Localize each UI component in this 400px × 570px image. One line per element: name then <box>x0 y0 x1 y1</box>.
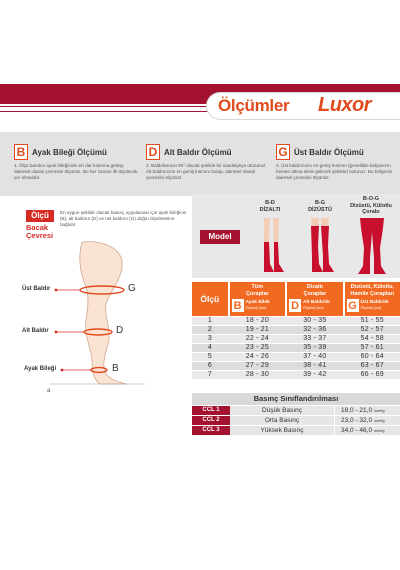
stocking <box>358 218 386 274</box>
col-letter: D <box>289 299 301 312</box>
leg-shape <box>80 242 126 384</box>
diagram-subtitle-line: Bacak <box>26 223 49 232</box>
block-letter: B <box>14 144 28 160</box>
table-row <box>192 352 400 361</box>
cell-ankle: 23 - 25 <box>245 344 269 351</box>
table-row <box>192 334 400 343</box>
model-name-line: B-G <box>314 200 326 206</box>
header-olcu: Ölçü <box>192 282 228 316</box>
block-upper-thigh <box>276 144 400 181</box>
cell-thigh: 54 - 58 <box>360 335 384 342</box>
cell-size: 5 <box>207 353 212 360</box>
pressure-unit: mmHg <box>373 429 385 433</box>
cell-thigh: 51 - 55 <box>360 317 384 324</box>
col-label: Alt Baldırlık <box>303 300 330 305</box>
pressure-row <box>192 416 400 425</box>
ccl-badge: CCL 1 <box>192 406 230 415</box>
diagram-subtitle-line: Çevresi <box>26 231 54 240</box>
col-label: Ayak Bilek <box>245 300 270 305</box>
corner-mark: a <box>47 388 51 394</box>
col-label: Üst Baldırlık <box>360 300 389 305</box>
table-row <box>192 370 400 379</box>
pressure-row <box>192 426 400 435</box>
cell-ankle: 28 - 30 <box>245 371 269 378</box>
col-caption: Tüm <box>251 284 264 290</box>
header-col-calf <box>287 282 342 316</box>
pressure-value: 34,0 - 46,0 <box>341 427 373 434</box>
header-col-thigh <box>345 282 400 316</box>
pressure-name: Düşük Basınç <box>230 406 334 415</box>
block-desc: 1. Ölçü bandını ayak bileğinizin en dar kısmına getirip, dairesel olarak çevresini ölçünüz. Bu her zaman ilk ölçülecek yer olmalıdır. <box>14 163 138 180</box>
cell-size: 1 <box>207 317 212 324</box>
cell-calf: 39 - 42 <box>303 371 327 378</box>
col-unit: Ölçümü (cm) <box>360 305 382 310</box>
pressure-table <box>192 393 400 435</box>
pressure-value-cell <box>334 406 400 415</box>
model-pantyhose-icon <box>354 218 390 278</box>
model-name-line: DİZALTI <box>259 206 281 213</box>
block-desc: 2. Baldırlarınızı 90° olacak şekilde bir sandalyeye oturunuz. Alt baldırınızın en geniş kısmını bulup, dairesel olarak çevresini ölçünüz. <box>146 163 267 180</box>
col-caption: Çoraplar <box>303 290 327 297</box>
brand-logo: Luxor <box>318 94 372 116</box>
model-name-thigh-high <box>300 200 340 213</box>
pressure-unit: mmHg <box>373 409 385 413</box>
cell-calf: 30 - 35 <box>303 317 327 324</box>
olcu-badge: Ölçü <box>26 210 54 222</box>
letter-upper: G <box>128 283 136 294</box>
block-title: Üst Baldır Ölçümü <box>294 147 364 157</box>
col-unit: Ölçümü (cm) <box>245 305 267 310</box>
cell-thigh: 66 - 69 <box>360 371 384 378</box>
table-row <box>192 316 400 325</box>
col-letter: G <box>348 299 357 312</box>
pointer-dot <box>55 331 58 334</box>
cell-size: 3 <box>207 335 212 342</box>
col-caption: Dizaltı <box>306 284 323 290</box>
header-col-ankle <box>230 282 285 316</box>
cell-ankle: 27 - 29 <box>245 362 269 369</box>
cell-calf: 33 - 37 <box>303 335 327 342</box>
cell-ankle: 24 - 26 <box>245 353 269 360</box>
cell-thigh: 57 - 61 <box>360 344 384 351</box>
ccl-badge: CCL 2 <box>192 416 230 425</box>
model-name-line: Dizüstü, Külotlu <box>350 202 392 209</box>
cell-calf: 35 - 39 <box>303 344 327 351</box>
pointer-dot <box>61 369 64 372</box>
model-name-pantyhose <box>344 196 398 216</box>
model-label: Model <box>200 230 240 244</box>
label-upper-thigh: Üst Baldır <box>22 286 51 292</box>
model-name-line: DİZÜSTÜ <box>308 206 332 213</box>
block-title: Ayak Bileği Ölçümü <box>32 147 107 157</box>
pressure-value: 18,0 - 21,0 <box>341 407 373 414</box>
pressure-name: Yüksek Basınç <box>230 426 334 435</box>
col-caption: Çoraplar <box>246 290 269 297</box>
pressure-name: Orta Basınç <box>230 416 334 425</box>
stocking <box>321 226 334 272</box>
ccl-badge: CCL 3 <box>192 426 230 435</box>
model-knee-high-icon <box>256 216 286 276</box>
size-table <box>192 282 400 379</box>
model-name-line: B-O-G <box>362 196 380 202</box>
model-name-line: B-D <box>265 200 275 206</box>
diagram-desc: En uygun şekilde olacak basınç uygulaması için ayak bileğinin (B), alt baldırın (D) ve üst baldırın (G) doğru ölçülmesine bağlıdır. <box>60 210 187 227</box>
cell-thigh: 52 - 57 <box>360 326 384 333</box>
block-letter: G <box>276 144 290 160</box>
table-row <box>192 325 400 334</box>
cell-size: 7 <box>207 371 212 378</box>
cell-thigh: 60 - 64 <box>360 353 384 360</box>
size-table-header <box>192 282 400 316</box>
pressure-row <box>192 406 400 415</box>
block-ankle <box>14 144 138 181</box>
page-title: Ölçümler <box>218 96 290 115</box>
stocking <box>264 242 274 272</box>
cell-size: 4 <box>207 344 212 351</box>
letter-ankle: B <box>112 363 119 374</box>
table-row <box>192 361 400 370</box>
cell-size: 6 <box>207 362 212 369</box>
block-lower-calf <box>146 144 270 181</box>
pressure-value-cell <box>334 416 400 425</box>
letter-lower: D <box>116 325 124 336</box>
cell-thigh: 63 - 67 <box>360 362 384 369</box>
header-band <box>0 84 400 120</box>
cell-ankle: 18 - 20 <box>245 317 269 324</box>
label-ankle: Ayak Bileği <box>24 366 57 372</box>
model-thigh-high-icon <box>304 216 336 276</box>
model-name-line: Çorabı <box>362 209 380 215</box>
cell-ankle: 22 - 24 <box>245 335 269 342</box>
col-letter: B <box>232 299 244 312</box>
col-caption: Dizüstü, Külotlu, <box>350 284 394 290</box>
pressure-value: 23,0 - 32,0 <box>341 417 373 424</box>
pointer-dot <box>55 289 58 292</box>
stocking <box>311 226 323 272</box>
cell-size: 2 <box>207 326 212 333</box>
col-unit: Ölçümü (cm) <box>303 305 324 310</box>
table-row <box>192 343 400 352</box>
pressure-value-cell <box>334 426 400 435</box>
cell-calf: 32 - 36 <box>303 326 327 333</box>
cell-ankle: 19 - 21 <box>245 326 269 333</box>
model-name-knee-high <box>252 200 288 213</box>
cell-calf: 37 - 40 <box>303 353 327 360</box>
block-letter: D <box>146 144 160 160</box>
size-table-body <box>192 316 400 379</box>
block-desc: 3. Üst baldırınızın en geniş kısmını (genellikle kalçanızın hemen altına denk gelecek şekilde) bulunuz. Bu bölgenin dairesel çevresini ölçünüz. <box>276 163 393 180</box>
pressure-title: Basınç Sınıflandırılması <box>192 393 400 405</box>
cell-calf: 38 - 41 <box>303 362 327 369</box>
pressure-unit: mmHg <box>373 419 385 423</box>
block-title: Alt Baldır Ölçümü <box>164 147 232 157</box>
label-lower-calf: Alt Baldır <box>22 328 49 334</box>
col-caption: Hamile Çorapları <box>350 290 395 297</box>
stocking <box>274 242 284 272</box>
